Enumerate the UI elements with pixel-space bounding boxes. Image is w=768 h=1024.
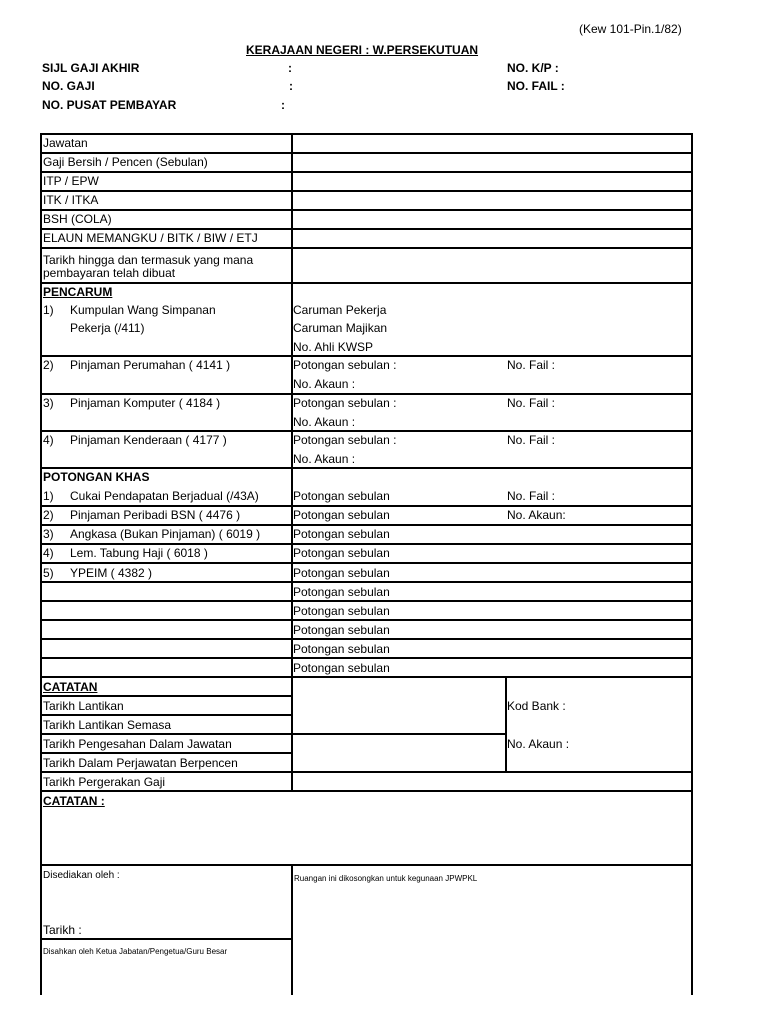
no-gaji-colon: : bbox=[289, 79, 293, 93]
pencarum-heading: PENCARUM bbox=[43, 285, 113, 299]
hline bbox=[40, 600, 693, 602]
no-pusat-colon: : bbox=[281, 98, 285, 112]
hline bbox=[40, 790, 693, 792]
khas-potongan-9: Potongan sebulan bbox=[293, 642, 390, 656]
no-pusat-label: NO. PUSAT PEMBAYAR bbox=[42, 98, 177, 112]
no-ahli-kwsp-label: No. Ahli KWSP bbox=[293, 340, 374, 354]
khas-potongan-7: Potongan sebulan bbox=[293, 604, 390, 618]
disediakan-label: Disediakan oleh : bbox=[43, 870, 120, 881]
border-middle-footer bbox=[291, 866, 293, 995]
no-akaun-label: No. Akaun : bbox=[293, 452, 356, 466]
khas-4-label: Lem. Tabung Haji ( 6018 ) bbox=[70, 546, 208, 560]
form-title: KERAJAAN NEGERI : W.PERSEKUTUAN bbox=[246, 43, 479, 57]
khas-potongan-4: Potongan sebulan bbox=[293, 546, 390, 560]
khas-no-fail-label: No. Fail : bbox=[507, 489, 556, 503]
form-code: (Kew 101-Pin.1/82) bbox=[579, 22, 682, 36]
kod-bank-label: Kod Bank : bbox=[507, 699, 566, 713]
khas-3-label: Angkasa (Bukan Pinjaman) ( 6019 ) bbox=[70, 527, 261, 541]
pinjaman-perumahan-label: Pinjaman Perumahan ( 4141 ) bbox=[70, 358, 231, 372]
hline bbox=[40, 581, 693, 583]
khas-potongan-5: Potongan sebulan bbox=[293, 566, 390, 580]
hline bbox=[40, 771, 693, 773]
no-fail-label: No. Fail : bbox=[507, 396, 556, 410]
caruman-pekerja-label: Caruman Pekerja bbox=[293, 303, 387, 317]
hline bbox=[40, 393, 693, 395]
bsh-label: BSH (COLA) bbox=[43, 212, 112, 226]
no-gaji-label: NO. GAJI bbox=[42, 79, 95, 93]
tarikh-pengesahan-label: Tarikh Pengesahan Dalam Jawatan bbox=[43, 737, 232, 751]
hline bbox=[40, 355, 693, 357]
khas-potongan-8: Potongan sebulan bbox=[293, 623, 390, 637]
hline bbox=[40, 190, 693, 192]
tarikh-pergerakan-label: Tarikh Pergerakan Gaji bbox=[43, 775, 166, 789]
tarikh-label: Tarikh : bbox=[43, 923, 82, 937]
hline bbox=[40, 619, 693, 621]
hline bbox=[40, 543, 693, 545]
hline bbox=[40, 524, 693, 526]
hline bbox=[40, 467, 693, 469]
pencarum-2-num: 2) bbox=[43, 358, 54, 372]
border-bank bbox=[505, 678, 507, 773]
sijl-gaji-akhir-label: SIJL GAJI AKHIR bbox=[42, 61, 140, 75]
hline bbox=[40, 657, 693, 659]
pencarum-1-label-1: Kumpulan Wang Simpanan bbox=[70, 303, 216, 317]
pencarum-1-label-2: Pekerja (/411) bbox=[70, 321, 145, 335]
itk-label: ITK / ITKA bbox=[43, 193, 99, 207]
hline bbox=[40, 714, 293, 716]
catatan-heading: CATATAN bbox=[43, 680, 98, 694]
khas-2-label: Pinjaman Peribadi BSN ( 4476 ) bbox=[70, 508, 241, 522]
tarikh-lantikan-semasa-label: Tarikh Lantikan Semasa bbox=[43, 718, 172, 732]
khas-4-num: 4) bbox=[43, 546, 54, 560]
khas-1-num: 1) bbox=[43, 489, 54, 503]
hline bbox=[40, 282, 693, 284]
hline bbox=[40, 247, 693, 249]
itp-label: ITP / EPW bbox=[43, 174, 99, 188]
gaji-bersih-label: Gaji Bersih / Pencen (Sebulan) bbox=[43, 155, 208, 169]
jawatan-label: Jawatan bbox=[43, 136, 88, 150]
khas-potongan-3: Potongan sebulan bbox=[293, 527, 390, 541]
tarikh-lantikan-label: Tarikh Lantikan bbox=[43, 699, 124, 713]
khas-1-label: Cukai Pendapatan Berjadual (/43A) bbox=[70, 489, 259, 503]
pinjaman-kenderaan-label: Pinjaman Kenderaan ( 4177 ) bbox=[70, 433, 227, 447]
hline bbox=[40, 752, 293, 754]
tarikh-hingga-label: Tarikh hingga dan termasuk yang mana pembayaran telah dibuat bbox=[43, 253, 254, 280]
potongan-sebulan-label: Potongan sebulan : bbox=[293, 433, 397, 447]
pencarum-4-num: 4) bbox=[43, 433, 54, 447]
catatan-notes-heading: CATATAN : bbox=[43, 794, 105, 808]
pencarum-3-num: 3) bbox=[43, 396, 54, 410]
caruman-majikan-label: Caruman Majikan bbox=[293, 321, 388, 335]
potongan-sebulan-label: Potongan sebulan : bbox=[293, 358, 397, 372]
no-akaun-label: No. Akaun : bbox=[293, 415, 356, 429]
hline bbox=[40, 133, 693, 135]
pinjaman-komputer-label: Pinjaman Komputer ( 4184 ) bbox=[70, 396, 221, 410]
khas-potongan-1: Potongan sebulan bbox=[293, 489, 390, 503]
no-fail-label: No. Fail : bbox=[507, 358, 556, 372]
hline bbox=[40, 562, 693, 564]
no-fail-label: NO. FAIL : bbox=[507, 79, 565, 93]
hline bbox=[40, 938, 293, 940]
khas-5-label: YPEIM ( 4382 ) bbox=[70, 566, 153, 580]
khas-potongan-6: Potongan sebulan bbox=[293, 585, 390, 599]
hline bbox=[40, 505, 693, 507]
hline bbox=[40, 430, 693, 432]
no-akaun-label: No. Akaun : bbox=[293, 377, 356, 391]
hline bbox=[40, 152, 693, 154]
pencarum-1-num: 1) bbox=[43, 303, 54, 317]
khas-3-num: 3) bbox=[43, 527, 54, 541]
khas-5-num: 5) bbox=[43, 566, 54, 580]
potongan-sebulan-label: Potongan sebulan : bbox=[293, 396, 397, 410]
hline bbox=[40, 864, 693, 866]
no-kp-label: NO. K/P : bbox=[507, 61, 559, 75]
khas-no-akaun-label: No. Akaun: bbox=[507, 508, 566, 522]
potongan-khas-heading: POTONGAN KHAS bbox=[43, 470, 150, 484]
elaun-label: ELAUN MEMANGKU / BITK / BIW / ETJ bbox=[43, 231, 258, 245]
hline bbox=[40, 209, 693, 211]
hline bbox=[40, 171, 693, 173]
hline bbox=[40, 676, 693, 678]
ruangan-note: Ruangan ini dikosongkan untuk kegunaan JPWPKL bbox=[294, 874, 478, 883]
hline bbox=[40, 733, 507, 735]
no-fail-label: No. Fail : bbox=[507, 433, 556, 447]
tarikh-perjawatan-label: Tarikh Dalam Perjawatan Berpencen bbox=[43, 756, 238, 770]
khas-2-num: 2) bbox=[43, 508, 54, 522]
hline bbox=[40, 228, 693, 230]
sijl-colon: : bbox=[288, 61, 292, 75]
hline bbox=[40, 638, 693, 640]
khas-potongan-2: Potongan sebulan bbox=[293, 508, 390, 522]
bank-no-akaun-label: No. Akaun : bbox=[507, 737, 570, 751]
disahkan-label: Disahkan oleh Ketua Jabatan/Pengetua/Guru Besar bbox=[43, 947, 228, 956]
khas-potongan-10: Potongan sebulan bbox=[293, 661, 390, 675]
hline bbox=[40, 695, 293, 697]
